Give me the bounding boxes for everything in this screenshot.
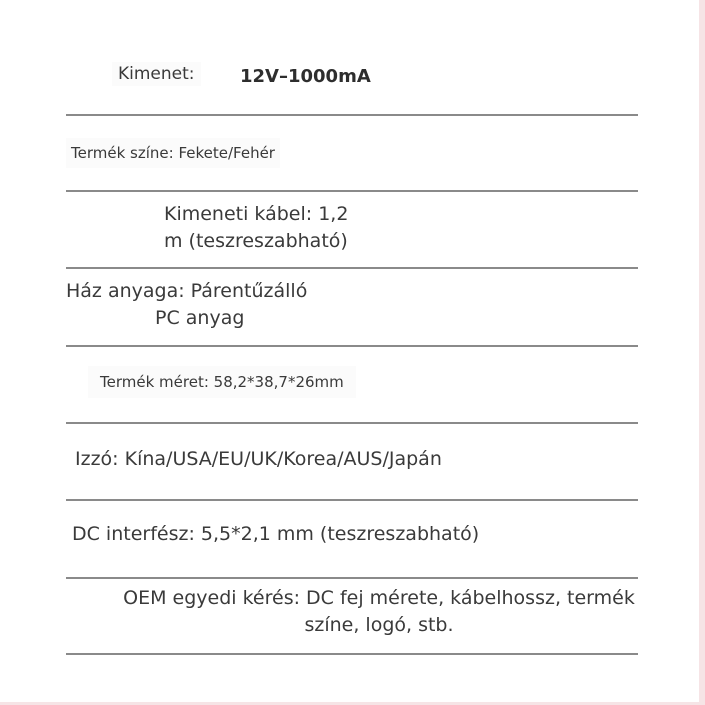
oem-request-line2: színe, logó, stb. — [304, 614, 454, 636]
divider-8 — [66, 653, 638, 655]
output-label: Kimenet: — [112, 62, 201, 86]
divider-1 — [66, 114, 638, 116]
divider-6 — [66, 499, 638, 501]
divider-7 — [66, 577, 638, 579]
divider-4 — [66, 345, 638, 347]
output-cable-line1: Kimeneti kábel: 1,2 — [164, 203, 349, 225]
oem-request-line1: OEM egyedi kérés: DC fej mérete, kábelhossz, termék — [123, 587, 635, 609]
housing-material-line1: Ház anyaga: Párentűzálló — [66, 280, 308, 302]
dc-interface: DC interfész: 5,5*2,1 mm (teszreszabható) — [72, 523, 480, 545]
divider-5 — [66, 422, 638, 424]
output-cable-line2: m (teszreszabható) — [164, 230, 348, 252]
divider-3 — [66, 267, 638, 269]
plug-types: Izzó: Kína/USA/EU/UK/Korea/AUS/Japán — [75, 448, 442, 470]
housing-material-line2: PC anyag — [155, 307, 245, 329]
divider-2 — [66, 190, 638, 192]
product-size: Termék méret: 58,2*38,7*26mm — [88, 366, 356, 398]
product-color: Termék színe: Fekete/Fehér — [66, 138, 280, 168]
page-edge-right — [699, 0, 705, 705]
output-value: 12V–1000mA — [240, 66, 371, 87]
